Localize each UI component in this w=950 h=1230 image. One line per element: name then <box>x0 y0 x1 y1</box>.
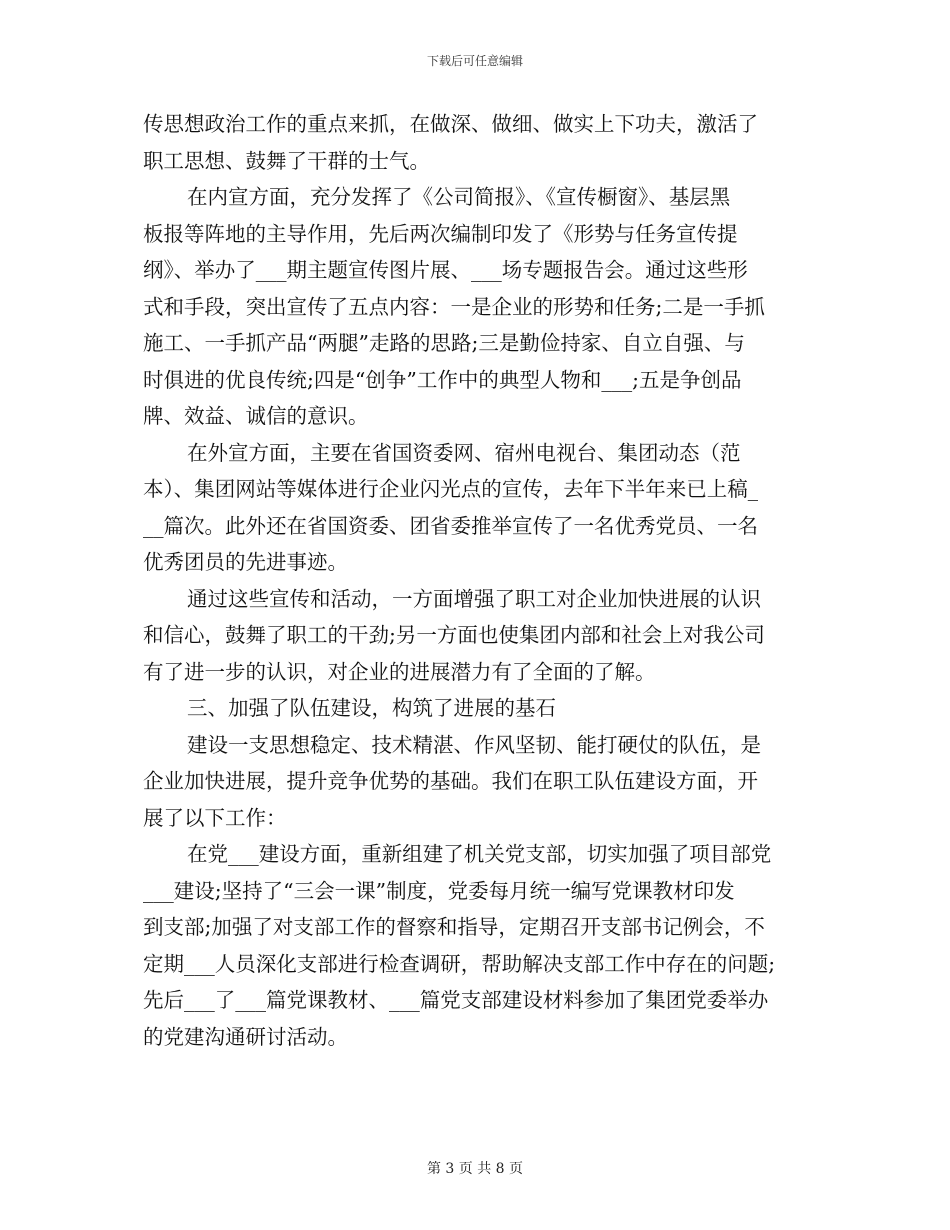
text-line: 板报等阵地的主导作用，先后两次编制印发了《形势与任务宣传提 <box>143 221 738 246</box>
text-line: 先后___了___篇党课教材、___篇党支部建设材料参加了集团党委举办 <box>143 988 769 1012</box>
text-line: 时俱进的优良传统;四是“创争”工作中的典型人物和___;五是争创品 <box>143 367 742 392</box>
document-body <box>143 106 809 1055</box>
text-line: 的党建沟通研讨活动。 <box>143 1024 348 1049</box>
text-line: 有了进一步的认识，对企业的进展潜力有了全面的了解。 <box>143 659 656 684</box>
text-line: 式和手段，突出宣传了五点内容：一是企业的形势和任务;二是一手抓 <box>143 294 765 319</box>
page-number: 第 3 页 共 8 页 <box>426 1161 524 1177</box>
text-line: 企业加快进展，提升竞争优势的基础。我们在职工队伍建设方面，开 <box>143 769 758 793</box>
text-line: 和信心，鼓舞了职工的干劲;另一方面也使集团内部和社会上对我公司 <box>143 623 765 647</box>
text-line: 牌、效益、诚信的意识。 <box>143 404 369 428</box>
text-line: 职工思想、鼓舞了干群的士气。 <box>143 148 430 173</box>
text-line: 施工、一手抓产品“两腿”走路的思路;三是勤俭持家、自立自强、与 <box>143 331 745 355</box>
text-line: 通过这些宣传和活动，一方面增强了职工对企业加快进展的认识 <box>187 586 761 611</box>
section-heading: 三、加强了队伍建设，构筑了进展的基石 <box>187 696 556 720</box>
text-line: 在外宣方面，主要在省国资委网、宿州电视台、集团动态（范 <box>187 440 741 465</box>
page-header-note: 下载后可任意编辑 <box>426 54 523 68</box>
text-line: __篇次。此外还在省国资委、团省委推举宣传了一名优秀党员、一名 <box>143 513 758 538</box>
text-line: 到支部;加强了对支部工作的督察和指导，定期召开支部书记例会，不 <box>143 915 765 939</box>
text-line: ___建设;坚持了“三会一课”制度，党委每月统一编写党课教材印发 <box>143 878 735 903</box>
text-line: 建设一支思想稳定、技术精湛、作风坚韧、能打硬仗的队伍，是 <box>187 732 761 757</box>
text-line: 在内宣方面，充分发挥了《公司简报》、《宣传橱窗》、基层黑 <box>187 185 731 209</box>
text-line: 传思想政治工作的重点来抓，在做深、做细、做实上下功夫，激活了 <box>143 112 758 136</box>
text-line: 优秀团员的先进事迹。 <box>143 550 348 574</box>
text-line: 本）、集团网站等媒体进行企业闪光点的宣传，去年下半年来已上稿_ <box>143 477 758 501</box>
text-line: 定期___人员深化支部进行检查调研，帮助解决支部工作中存在的问题; <box>143 951 776 976</box>
text-line: 纲》、举办了___期主题宣传图片展、___场专题报告会。通过这些形 <box>143 258 748 282</box>
text-line: 在党___建设方面，重新组建了机关党支部，切实加强了项目部党 <box>187 842 772 866</box>
text-line: 展了以下工作： <box>143 805 287 830</box>
